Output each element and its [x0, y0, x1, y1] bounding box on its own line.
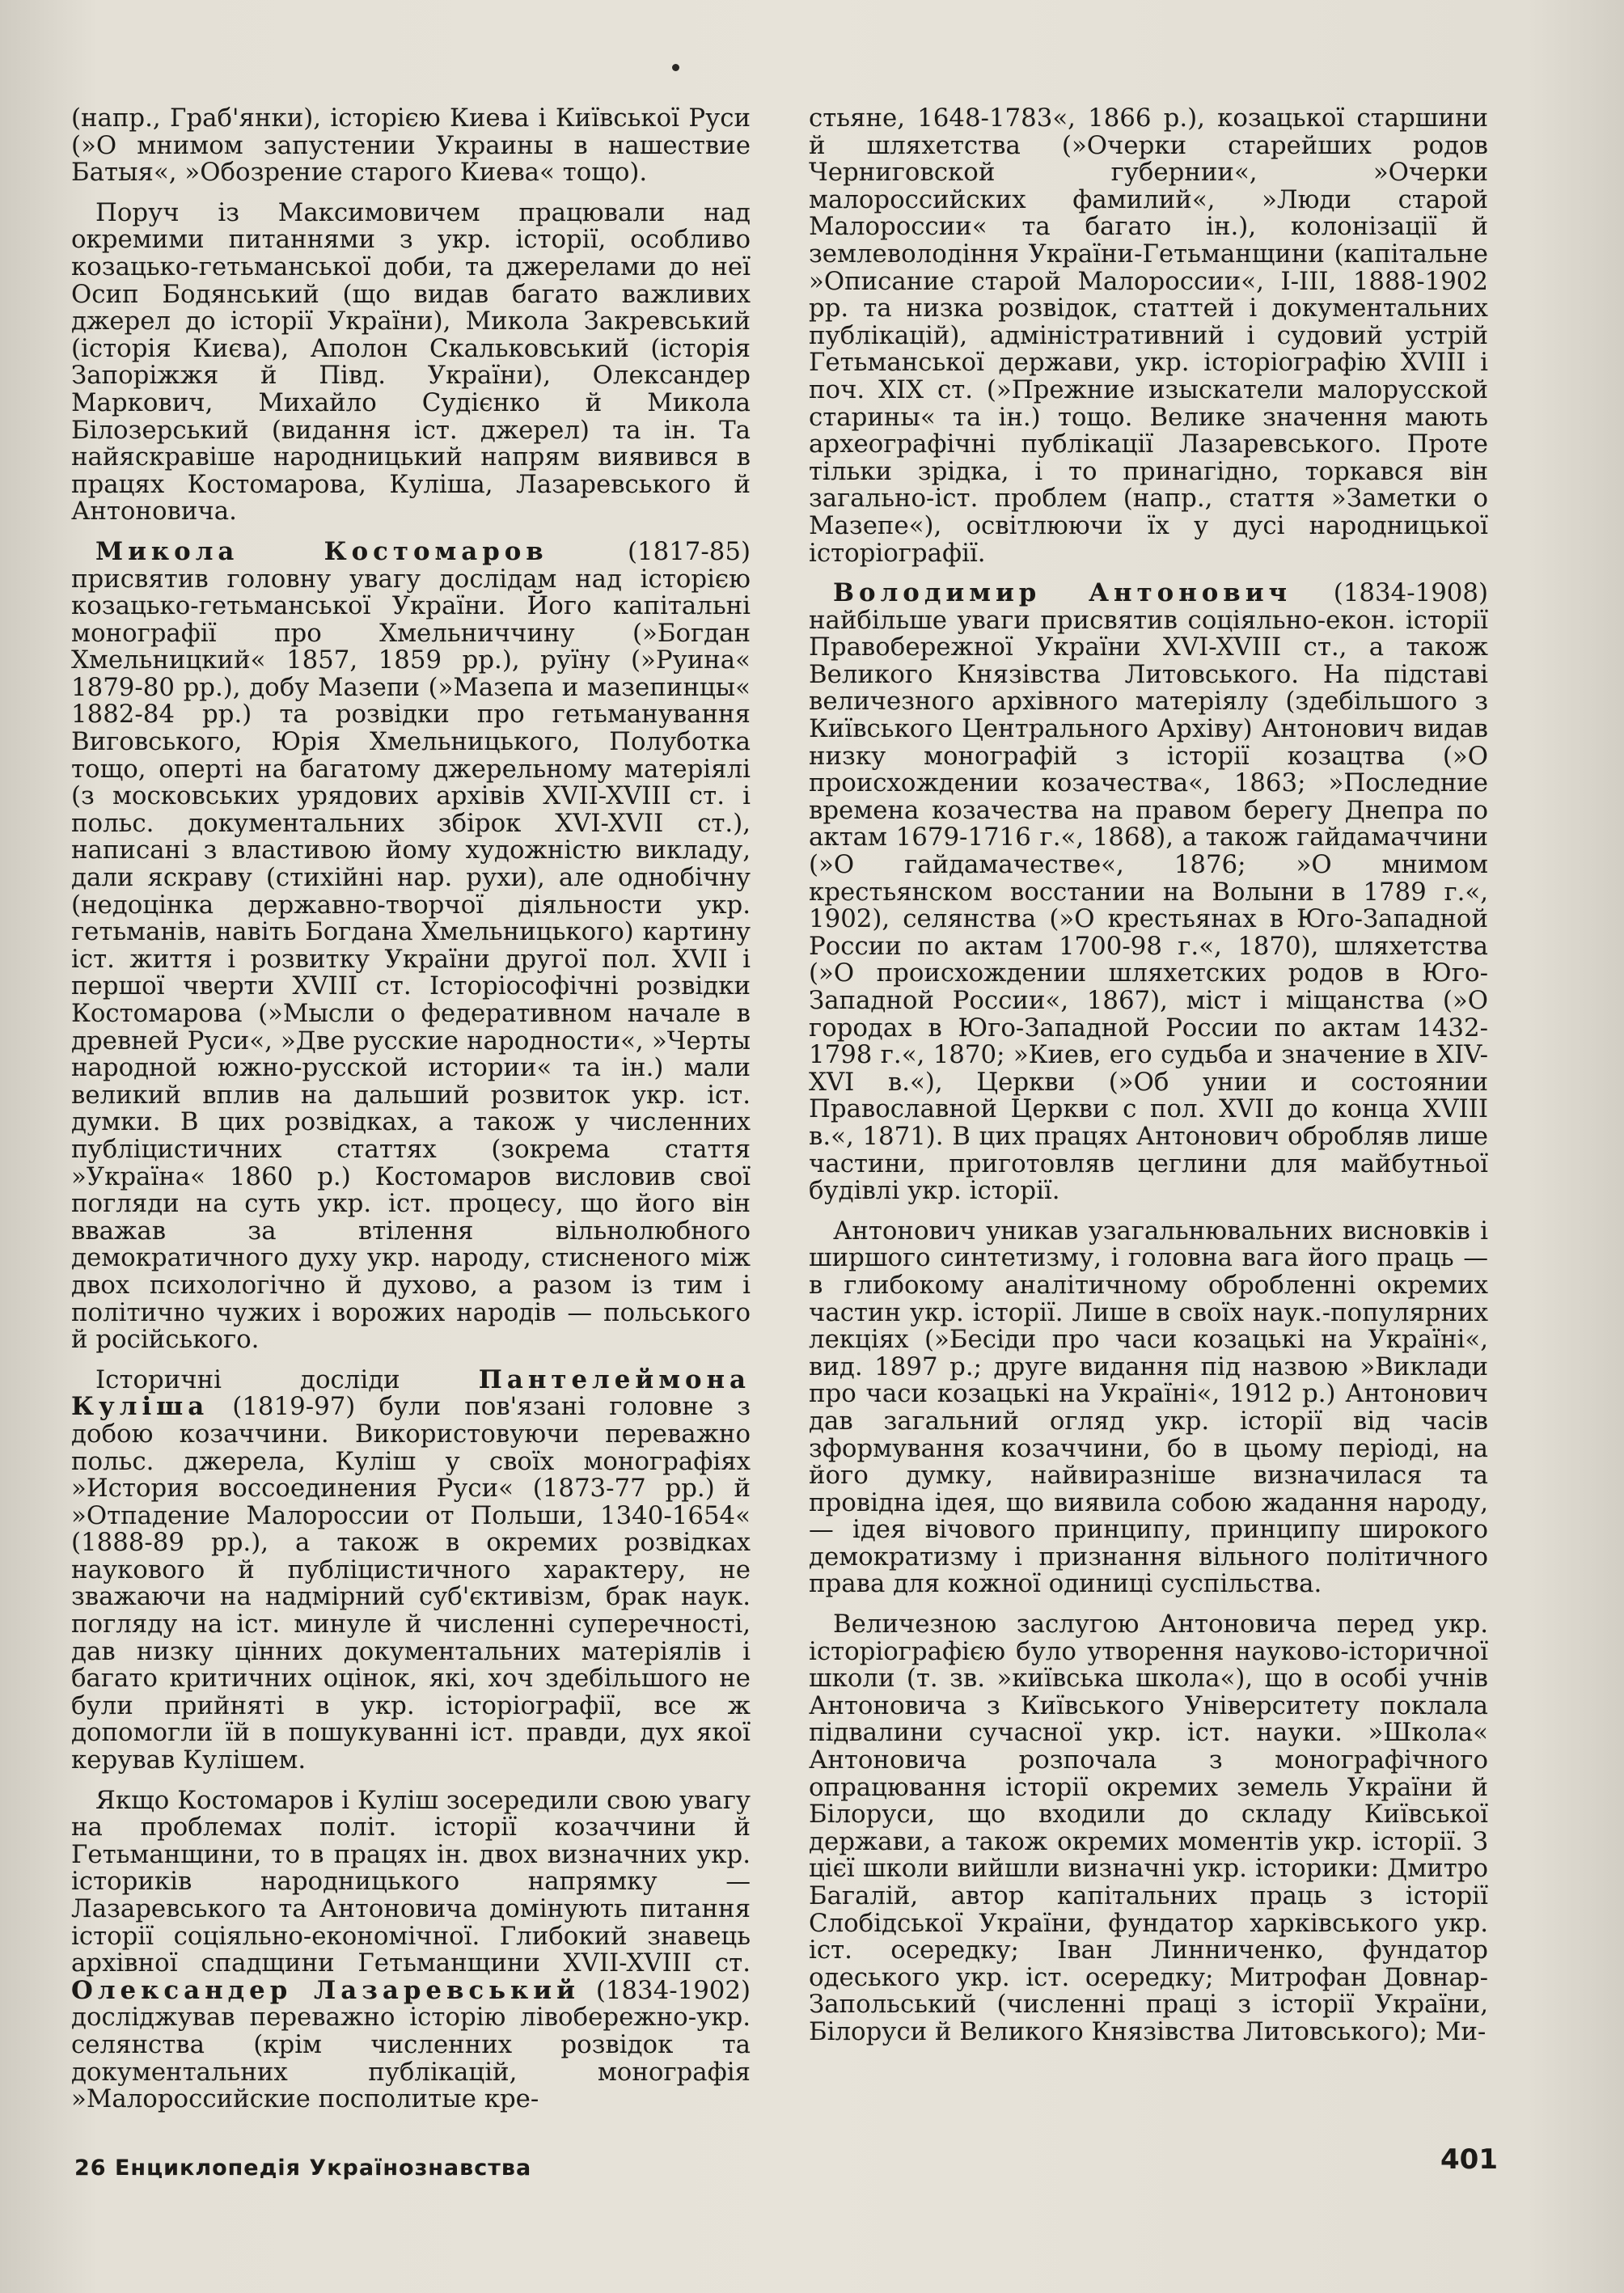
left-column	[71, 105, 751, 2126]
spaced-name: Микола Костомаров	[95, 536, 548, 566]
footer-signature: 26 Енциклопедія Українознавства	[74, 2156, 532, 2181]
spaced-name: Олександер Лазаревський	[71, 1975, 580, 2005]
paragraph: Антонович уникав узагальнювальних висновків і ширшого синтетизму, і головна вага його праць — в глибокому аналітичному обробленні окремих частин укр. історії. Лише в своїх наук.-популярних лекціях (»Бесіди про часи козацькі на Україні«, вид. 1897 р.; друге видання під назвою »Виклади про часи козацькі на Україні«, 1912 р.) Антонович дав загальний огляд укр. історії від часів зформування козаччини, бо в цьому періоді, на його думку, найвиразніше визначилася та провідна ідея, що виявила собою жадання народу, — ідея вічового принципу, принципу широкого демократизму і признання вільного політичного права для кожної одиниці суспільства.	[809, 1216, 1488, 1599]
paragraph: Микола Костомаров (1817-85) присвятив головну увагу дослідам над історією козацько-гетьманської України. Його капітальні монографії про Хмельниччину (»Богдан Хмельницкий« 1857, 1859 рр.), руїну (»Руина« 1879-80 рр.), добу Мазепи (»Мазепа и мазепинцы« 1882-84 рр.) та розвідки про гетьманування Виговського, Юрія Хмельницького, Полуботка тощо, оперті на багатому джерельному матеріялі (з московських урядових архівів XVII-XVIII ст. і польс. документальних збірок XVI-XVII ст.), написані з властивою йому художністю викладу, дали яскраву (стихійні нар. рухи), але однобічну (недоцінка державно-творчої діяльности укр. гетьманів, навіть Богдана Хмельницького) картину іст. життя і розвитку України другої пол. XVII і першої чверти XVIII ст. Історіософічні розвідки Костомарова (»Мысли о федеративном начале в древней Руси«, »Две русские народности«, »Черты народной южно-русской истории« та ін.) мали великий вплив на дальший розвиток укр. іст. думки. В цих розвідках, а також у численних публіцистичних статтях (зокрема стаття »Україна« 1860 р.) Костомаров висловив свої погляди на суть укр. іст. процесу, що його він вважав за втілення вільнолюбного демократичного духу укр. народу, стисненого між двох психологічно й духово, а разом із тим і політично чужих і ворожих народів — польського й російського.	[71, 536, 751, 1355]
right-column	[809, 105, 1488, 2059]
paragraph: Величезною заслугою Антоновича перед укр. історіографією було утворення науково-історичної школи (т. зв. »київська школа«), що в особі учнів Антоновича з Київського Університету поклала підвалини сучасної укр. іст. науки. »Школа« Антоновича розпочала з монографічного опрацювання історії окремих земель України й Білоруси, що входили до складу Київської держави, а також окремих моментів укр. історії. З цієї школи вийшли визначні укр. історики: Дмитро Багалій, автор капітальних праць з історії Слобідської України, фундатор харківського укр. іст. осередку; Іван Линниченко, фундатор одеського укр. іст. осередку; Митрофан Довнар-Запольський (численні праці з історії України, Білоруси й Великого Князівства Литовського); Ми-	[809, 1610, 1488, 2046]
paragraph: Володимир Антонович (1834-1908) найбільше уваги присвятив соціяльно-екон. історії Правобережної України XVI-XVIII ст., а також Великого Князівства Литовського. На підставі величезного архівного матеріялу (здебільшого з Київського Центрального Архіву) Антонович видав низку монографій з історії козацтва (»О происхождении козачества«, 1863; »Последние времена козачества на правом берегу Днепра по актам 1679-1716 г.«, 1868), а також гайдамаччини (»О гайдамачестве«, 1876; »О мнимом крестьянском восстании на Волыни в 1789 г.«, 1902), селянства (»О крестьянах в Юго-Западной России по актам 1700-98 г.«, 1870), шляхетства (»О происхождении шляхетских родов в Юго-Западной России«, 1867), міст і міщанства (»О городах в Юго-Западной России по актам 1432-1798 г.«, 1870; »Киев, его судьба и значение в XIV-XVI в.«), Церкви (»Об унии и состоянии Православной Церкви с пол. XVII до конца XVIII в.«, 1871). В цих працях Антонович обробляв лише частини, приготовляв цеглини для майбутньої будівлі укр. історії.	[809, 578, 1488, 1206]
paragraph: Якщо Костомаров і Куліш зосередили свою увагу на проблемах політ. історії козаччини й Гетьманщини, то в працях ін. двох визначних укр. істориків народницького напрямку — Лазаревського та Антоновича домінують питання історії соціяльно-економічної. Глибокий знавець архівної спадщини Гетьманщини XVII-XVIII ст. Олександер Лазаревський (1834-1902) досліджував переважно історію лівобережно-укр. селянства (крім численних розвідок та документальних публікацій, монографія »Малороссийские посполитые кре-	[71, 1785, 751, 2114]
page-number: 401	[1440, 2143, 1498, 2176]
spaced-name: Володимир Антонович	[833, 578, 1292, 608]
paragraph: (напр., Граб'янки), історією Киева і Київської Руси (»О мнимом запустении Украины в нашествие Батыя«, »Обозрение старого Киева« тощо).	[71, 104, 751, 188]
paragraph: Поруч із Максимовичем працювали над окремими питаннями з укр. історії, особливо козацько-гетьманської доби, та джерелами до неї Осип Бодянський (що видав багато важливих джерел до історії України), Микола Закревський (історія Києва), Аполон Скальковський (історія Запоріжжя й Півд. України), Олександер Маркович, Михайло Судієнко й Микола Білозерський (видання іст. джерел) та ін. Та найяскравіше народницький напрям виявився в працях Костомарова, Куліша, Лазаревського й Антоновича.	[71, 197, 751, 527]
spaced-name: Пантелеймона Куліша	[71, 1364, 751, 1422]
paragraph: Історичні досліди Пантелеймона Куліша (1819-97) були пов'язані головне з добою козаччини. Використовуючи переважно польс. джерела, Куліш у своїх монографіях »История воссоединения Руси« (1873-77 рр.) й »Отпадение Малороссии от Польши, 1340-1654« (1888-89 рр.), а також в окремих розвідках наукового й публіцистичного характеру, не зважаючи на надмірний суб'єктивізм, брак наук. погляду на іст. минуле й численні суперечності, дав низку цінних документальних матеріялів і багато критичних оцінок, які, хоч здебільшого не були прийняті в укр. історіографії, все ж допомогли їй в пошукуванні іст. правди, дух якої керував Кулішем.	[71, 1364, 751, 1775]
ink-dot	[672, 64, 679, 71]
paragraph: стьяне, 1648-1783«, 1866 р.), козацької старшини й шляхетства (»Очерки старейших родов Черниговской губернии«, »Очерки малороссийских фамилий«, »Люди старой Малороссии« та багато ін.), колонізації й землеволодіння України-Гетьманщини (капітальне »Описание старой Малороссии«, I-III, 1888-1902 рр. та низка розвідок, статтей і документальних публікацій), адміністративний і судовий устрій Гетьманської держави, укр. історіографію XVIII і поч. XIX ст. (»Прежние изыскатели малорусской старины« та ін.) тощо. Велике значення мають археографічні публікації Лазаревського. Проте тільки зрідка, і то принагідно, торкався він загально-іст. проблем (напр., стаття »Заметки о Мазепе«), освітлюючи їх у дусі народницької історіографії.	[809, 104, 1488, 568]
